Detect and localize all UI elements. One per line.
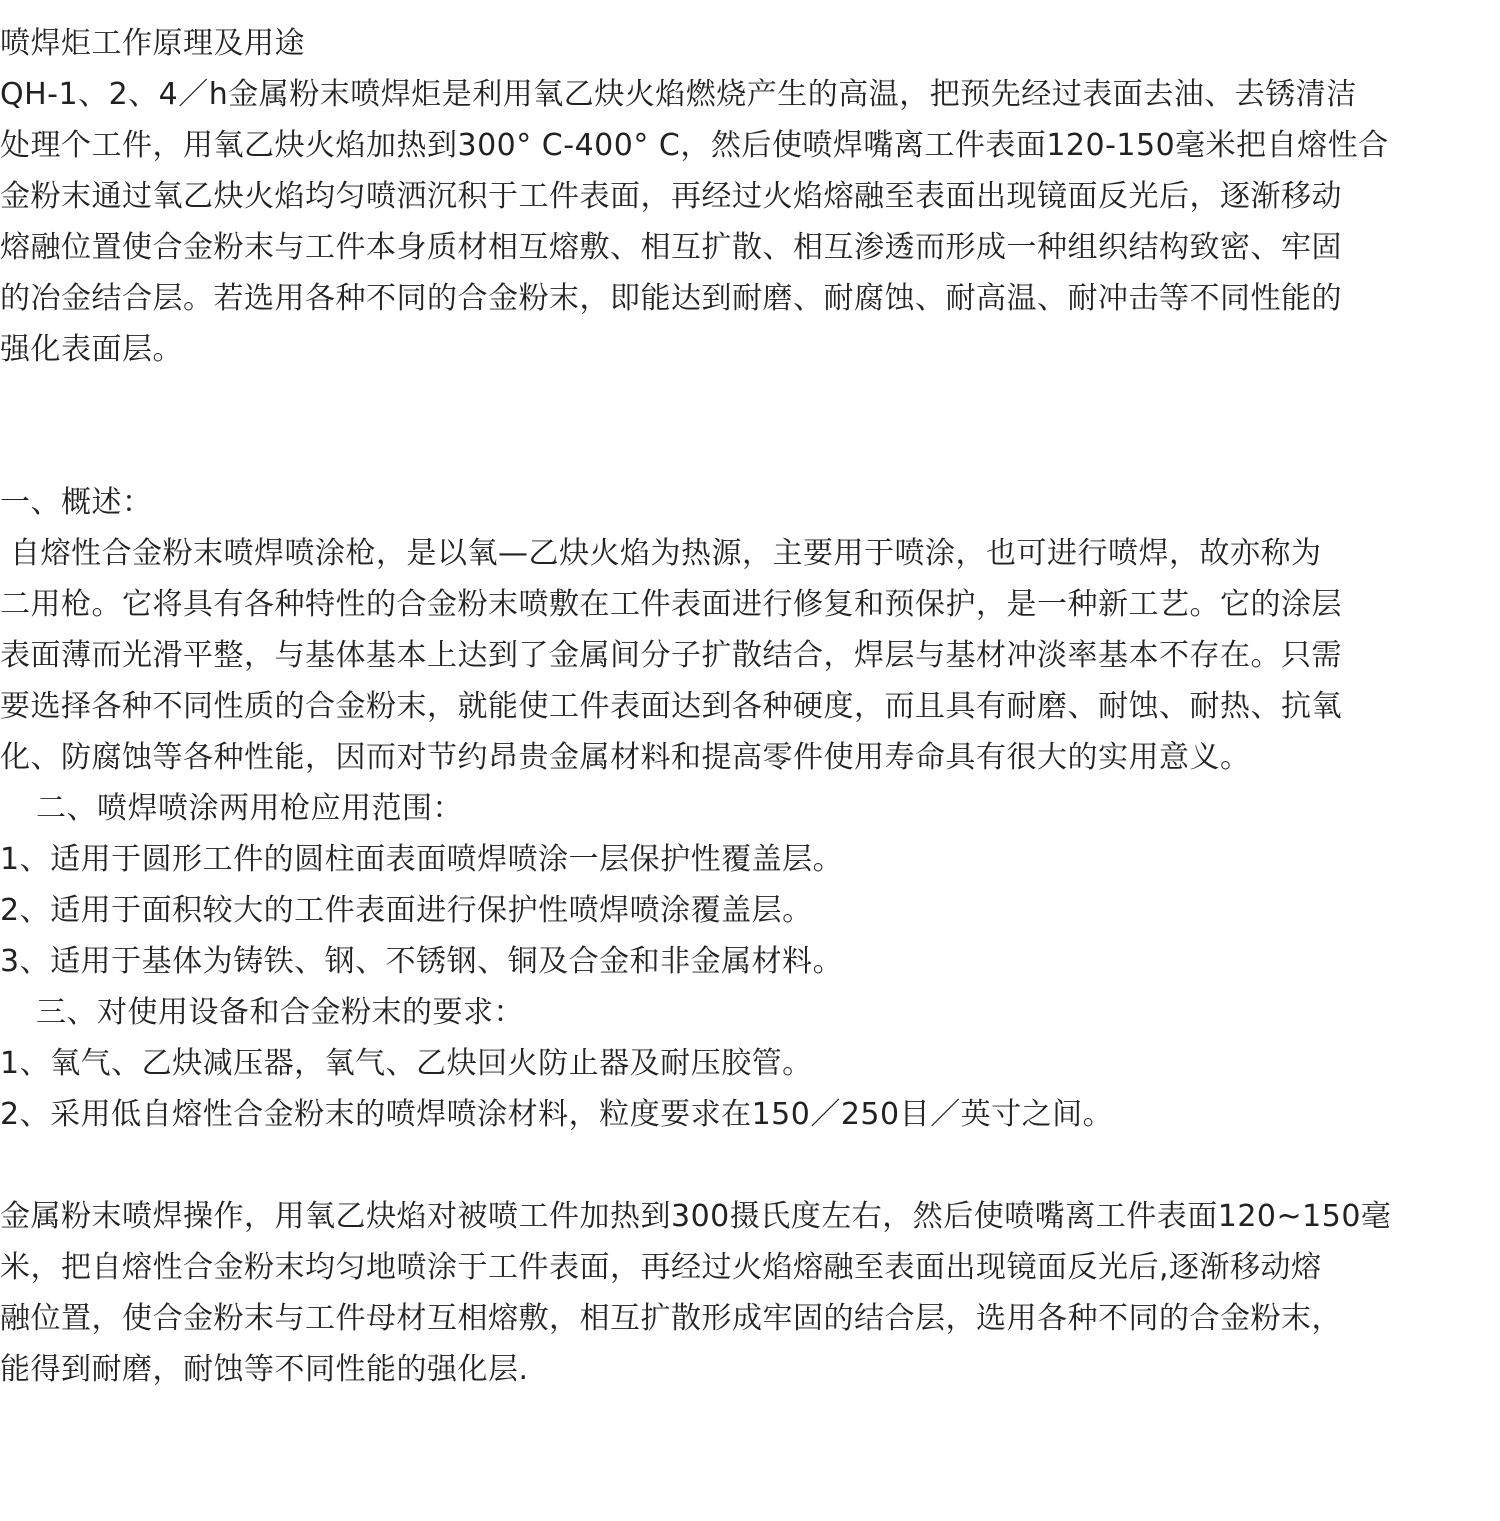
overview-line: 化、防腐蚀等各种性能，因而对节约昂贵金属材料和提高零件使用寿命具有很大的实用意义。 [0, 740, 1251, 775]
requirements-heading: 三、对使用设备和合金粉末的要求： [36, 995, 524, 1030]
overview-section [0, 477, 1500, 783]
document-body [0, 18, 1500, 1395]
scope-item: 3、适用于基体为铸铁、钢、不锈钢、铜及合金和非金属材料。 [0, 944, 844, 979]
scope-heading: 二、喷焊喷涂两用枪应用范围： [36, 791, 463, 826]
requirements-item: 2、采用低自熔性合金粉末的喷焊喷涂材料，粒度要求在150／250目／英寸之间。 [0, 1097, 1114, 1132]
scope-item: 2、适用于面积较大的工件表面进行保护性喷焊喷涂覆盖层。 [0, 893, 813, 928]
overview-line: 二用枪。它将具有各种特性的合金粉末喷敷在工件表面进行修复和预保护，是一种新工艺。它的涂层 [0, 587, 1342, 622]
overview-heading: 一、概述： [0, 485, 153, 520]
intro-line: QH-1、2、4／h金属粉末喷焊炬是利用氧乙炔火焰燃烧产生的高温，把预先经过表面去油、去锈清洁 [0, 77, 1357, 112]
intro-section [0, 18, 1500, 375]
scope-item: 1、适用于圆形工件的圆柱面表面喷焊喷涂一层保护性覆盖层。 [0, 842, 844, 877]
section-spacer [0, 375, 1500, 477]
overview-line: 自熔性合金粉末喷焊喷涂枪，是以氧—乙炔火焰为热源，主要用于喷涂，也可进行喷焊，故亦称为 [0, 536, 1322, 571]
requirements-section [0, 987, 1500, 1140]
overview-line: 要选择各种不同性质的合金粉末，就能使工件表面达到各种硬度，而且具有耐磨、耐蚀、耐热、抗氧 [0, 689, 1342, 724]
intro-line: 处理个工件，用氧乙炔火焰加热到300° C-400° C，然后使喷焊嘴离工件表面120-150毫米把自熔性合 [0, 128, 1389, 163]
operation-section [0, 1191, 1500, 1395]
intro-line: 金粉末通过氧乙炔火焰均匀喷洒沉积于工件表面，再经过火焰熔融至表面出现镜面反光后，逐渐移动 [0, 179, 1342, 214]
operation-line: 金属粉末喷焊操作，用氧乙炔焰对被喷工件加热到300摄氏度左右，然后使喷嘴离工件表面120~150毫 [0, 1199, 1392, 1234]
overview-line: 表面薄而光滑平整，与基体基本上达到了金属间分子扩散结合，焊层与基材冲淡率基本不存在。只需 [0, 638, 1342, 673]
operation-line: 能得到耐磨，耐蚀等不同性能的强化层. [0, 1352, 529, 1387]
intro-line: 熔融位置使合金粉末与工件本身质材相互熔敷、相互扩散、相互渗透而形成一种组织结构致密、牢固 [0, 230, 1342, 265]
intro-title: 喷焊炬工作原理及用途 [0, 26, 305, 61]
scope-section [0, 783, 1500, 987]
requirements-item: 1、氧气、乙炔减压器，氧气、乙炔回火防止器及耐压胶管。 [0, 1046, 813, 1081]
operation-line: 融位置，使合金粉末与工件母材互相熔敷，相互扩散形成牢固的结合层，选用各种不同的合金粉末， [0, 1301, 1342, 1336]
operation-line: 米，把自熔性合金粉末均匀地喷涂于工件表面，再经过火焰熔融至表面出现镜面反光后,逐渐移动熔 [0, 1250, 1322, 1285]
intro-line: 强化表面层。 [0, 332, 183, 367]
intro-line: 的冶金结合层。若选用各种不同的合金粉末，即能达到耐磨、耐腐蚀、耐高温、耐冲击等不同性能的 [0, 281, 1342, 316]
section-spacer [0, 1140, 1500, 1191]
